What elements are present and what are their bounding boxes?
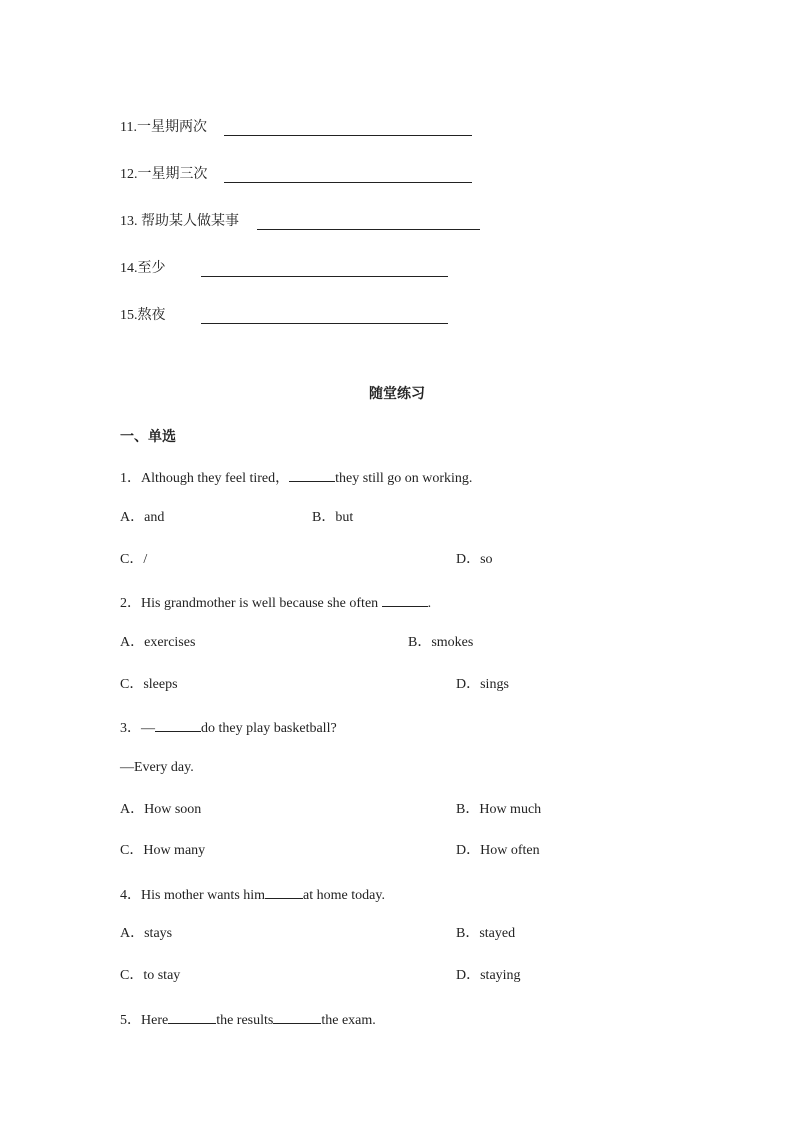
question-3 — [120, 717, 337, 738]
option-a[interactable]: A．stays — [120, 926, 173, 941]
vocab-item-15 — [120, 307, 166, 325]
option-c[interactable]: C．How many — [120, 843, 206, 858]
question-text: . — [427, 596, 432, 611]
question-text: do they play basketball? — [201, 721, 337, 736]
question-text: His mother wants him — [141, 888, 266, 903]
option-a[interactable]: A．How soon — [120, 802, 202, 817]
option-b[interactable]: B．smokes — [408, 635, 474, 650]
question-number: 2． — [120, 596, 141, 611]
answer-blank[interactable] — [382, 592, 428, 607]
question-text: Here — [141, 1013, 169, 1028]
vocab-item-11 — [120, 119, 207, 137]
question-number: 4． — [120, 888, 141, 903]
question-text: Although they feel tired， — [141, 471, 290, 486]
answer-blank[interactable] — [168, 1009, 216, 1024]
question-text: the exam. — [321, 1013, 376, 1028]
vocab-item-13 — [120, 213, 239, 231]
page-title: 随堂练习 — [369, 386, 425, 402]
answer-blank[interactable] — [201, 307, 448, 324]
option-d[interactable]: D．How often — [456, 843, 540, 858]
option-b[interactable]: B．but — [312, 510, 354, 525]
answer-blank[interactable] — [273, 1009, 321, 1024]
dialogue-answer: —Every day. — [120, 760, 194, 775]
question-2 — [120, 592, 431, 613]
vocab-label: 15.熬夜 — [120, 308, 166, 323]
question-text: His grandmother is well because she often — [141, 596, 382, 611]
answer-blank[interactable] — [201, 260, 448, 277]
answer-blank[interactable] — [224, 166, 472, 183]
question-1 — [120, 467, 472, 488]
section-heading: 一、单选 — [120, 429, 176, 445]
option-b[interactable]: B．How much — [456, 802, 542, 817]
question-number: 3． — [120, 721, 141, 736]
option-c[interactable]: C．/ — [120, 552, 148, 567]
question-text: — — [141, 721, 155, 736]
vocab-item-14 — [120, 260, 166, 278]
vocab-item-12 — [120, 166, 208, 184]
option-c[interactable]: C．sleeps — [120, 677, 178, 692]
option-b[interactable]: B．stayed — [456, 926, 516, 941]
option-a[interactable]: A．and — [120, 510, 165, 525]
answer-blank[interactable] — [265, 884, 303, 899]
vocab-label: 12.一星期三次 — [120, 167, 208, 182]
option-d[interactable]: D．so — [456, 552, 493, 567]
vocab-label: 14.至少 — [120, 261, 166, 276]
option-a[interactable]: A．exercises — [120, 635, 196, 650]
question-text: they still go on working. — [335, 471, 473, 486]
question-5 — [120, 1009, 376, 1030]
question-text: the results — [216, 1013, 274, 1028]
question-number: 1． — [120, 471, 141, 486]
option-c[interactable]: C．to stay — [120, 968, 181, 983]
vocab-label: 13. 帮助某人做某事 — [120, 214, 239, 229]
question-4 — [120, 884, 385, 905]
option-d[interactable]: D．staying — [456, 968, 521, 983]
answer-blank[interactable] — [155, 717, 201, 732]
question-text: at home today. — [303, 888, 385, 903]
answer-blank[interactable] — [289, 467, 335, 482]
option-d[interactable]: D．sings — [456, 677, 509, 692]
question-number: 5． — [120, 1013, 141, 1028]
answer-blank[interactable] — [224, 119, 472, 136]
vocab-label: 11.一星期两次 — [120, 120, 207, 135]
answer-blank[interactable] — [257, 213, 480, 230]
